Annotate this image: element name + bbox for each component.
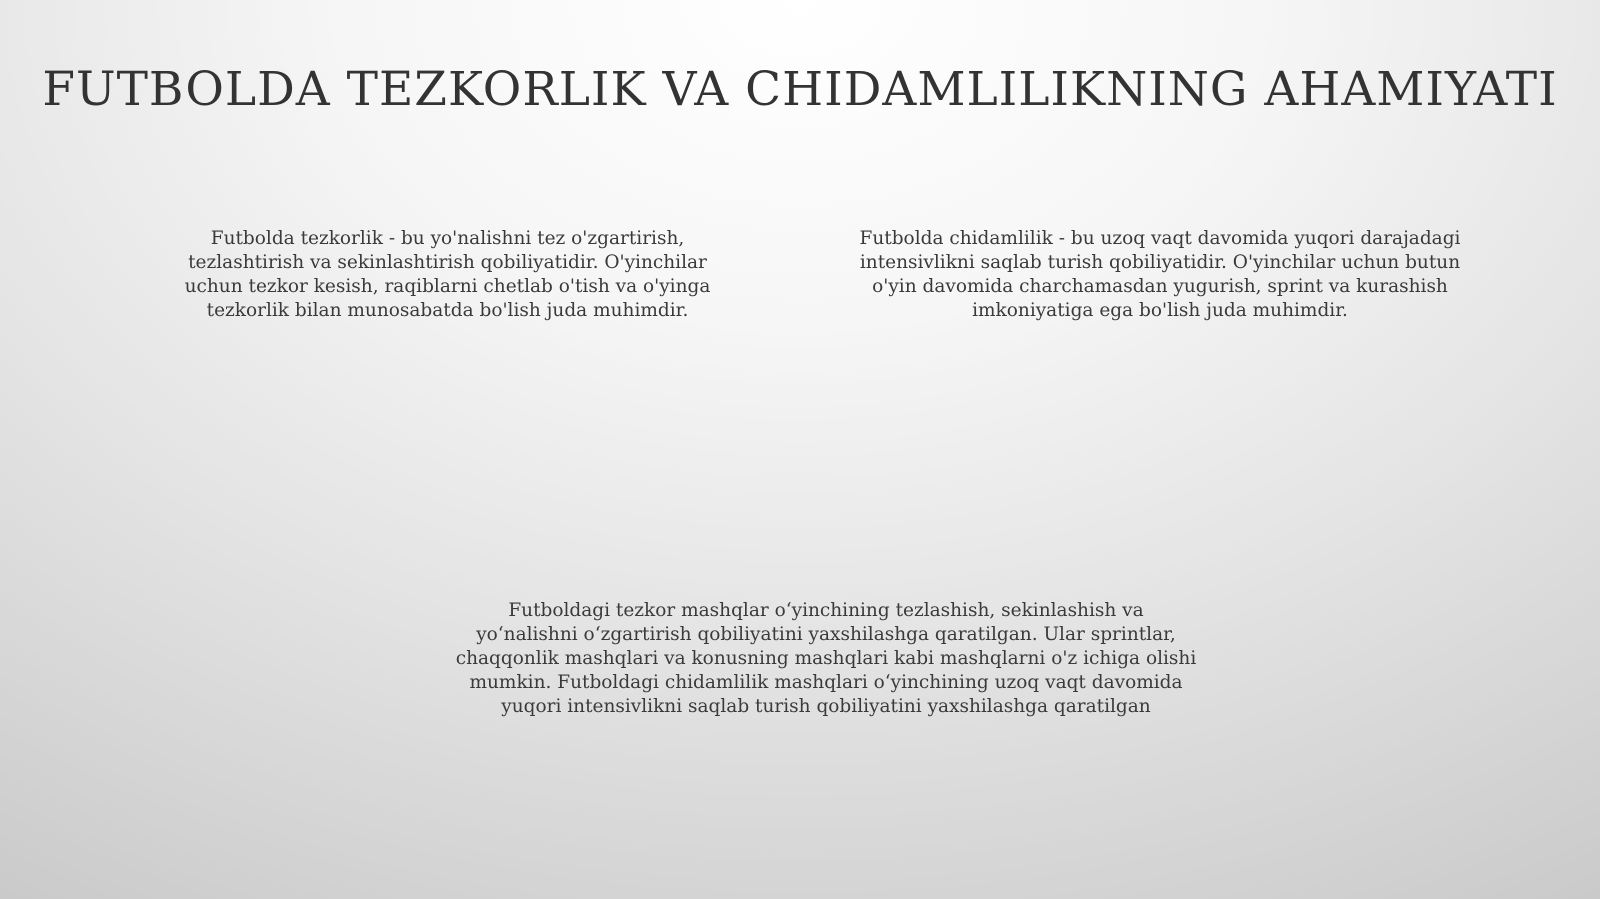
- endurance-paragraph: Futbolda chidamlilik - bu uzoq vaqt davomida yuqori darajadagi intensivlikni saqlab turish qobiliyatidir. O'yinchilar uchun butun o'yin davomida charchamasdan yugurish, sprint va kurashish imkoniyatiga ega bo'lish juda muhimdir.: [859, 228, 1461, 321]
- slide-title: FUTBOLDA TEZKORLIK VA CHIDAMLILIKNING AHAMIYATI: [42, 62, 1558, 117]
- agility-paragraph: Futbolda tezkorlik - bu yo'nalishni tez o'zgartirish, tezlashtirish va sekinlashtirish qobiliyatidir. O'yinchilar uchun tezkor kesish, raqiblarni chetlab o'tish va o'yinga tezkorlik bilan munosabatda bo'lish juda muhimdir.: [184, 228, 711, 321]
- training-paragraph: Futboldagi tezkor mashqlar o‘yinchining tezlashish, sekinlashish va yo‘nalishni o‘zgartirish qobiliyatini yaxshilashga qaratilgan. Ular sprintlar, chaqqonlik mashqlari va konusning mashqlari kabi mashqlarni o'z ichiga olishi mumkin. Futboldagi chidamlilik mashqlari o‘yinchining uzoq vaqt davomida yuqori intensivlikni saqlab turish qobiliyatini yaxshilashga qaratilgan: [455, 600, 1197, 717]
